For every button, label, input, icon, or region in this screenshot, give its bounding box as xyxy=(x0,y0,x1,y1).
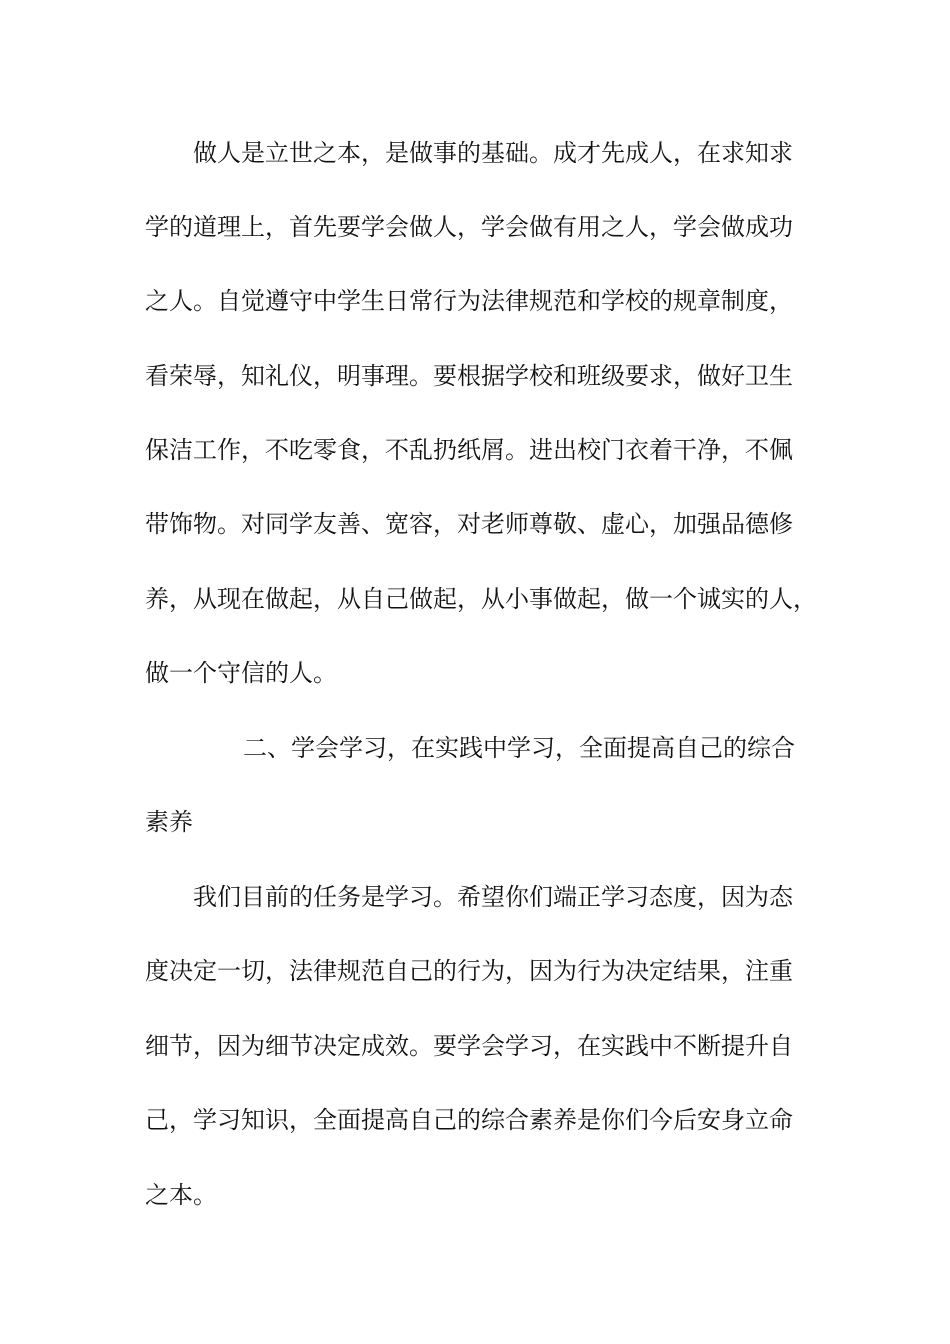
paragraph-2-line-1: 我们目前的任务是学习。希望你们端正学习态度，因为态 xyxy=(193,883,793,911)
paragraph-1-line-4: 看荣辱，知礼仪，明事理。要根据学校和班级要求，做好卫生 xyxy=(145,362,793,390)
paragraph-2-line-2: 度决定一切，法律规范自己的行为，因为行为决定结果，注重 xyxy=(145,957,793,985)
paragraph-1-line-5: 保洁工作，不吃零食，不乱扔纸屑。进出校门衣着干净，不佩 xyxy=(145,436,793,464)
paragraph-1-line-8: 做一个守信的人。 xyxy=(145,659,337,687)
paragraph-2-line-4: 己，学习知识，全面提高自己的综合素养是你们今后安身立命 xyxy=(145,1106,793,1134)
paragraph-1-line-7: 养，从现在做起，从自己做起，从小事做起，做一个诚实的人， xyxy=(145,585,817,613)
paragraph-1-line-1: 做人是立世之本，是做事的基础。成才先成人，在求知求 xyxy=(193,139,793,167)
section-heading-line-1: 二、学会学习，在实践中学习，全面提高自己的综合 xyxy=(243,734,795,762)
section-heading-line-2: 素养 xyxy=(145,808,193,836)
paragraph-2-line-5: 之本。 xyxy=(145,1181,217,1209)
paragraph-2-line-3: 细节，因为细节决定成效。要学会学习，在实践中不断提升自 xyxy=(145,1032,793,1060)
paragraph-1-line-2: 学的道理上，首先要学会做人，学会做有用之人，学会做成功 xyxy=(145,213,793,241)
paragraph-1-line-6: 带饰物。对同学友善、宽容，对老师尊敬、虚心，加强品德修 xyxy=(145,510,793,538)
paragraph-1-line-3: 之人。自觉遵守中学生日常行为法律规范和学校的规章制度， xyxy=(145,287,793,315)
